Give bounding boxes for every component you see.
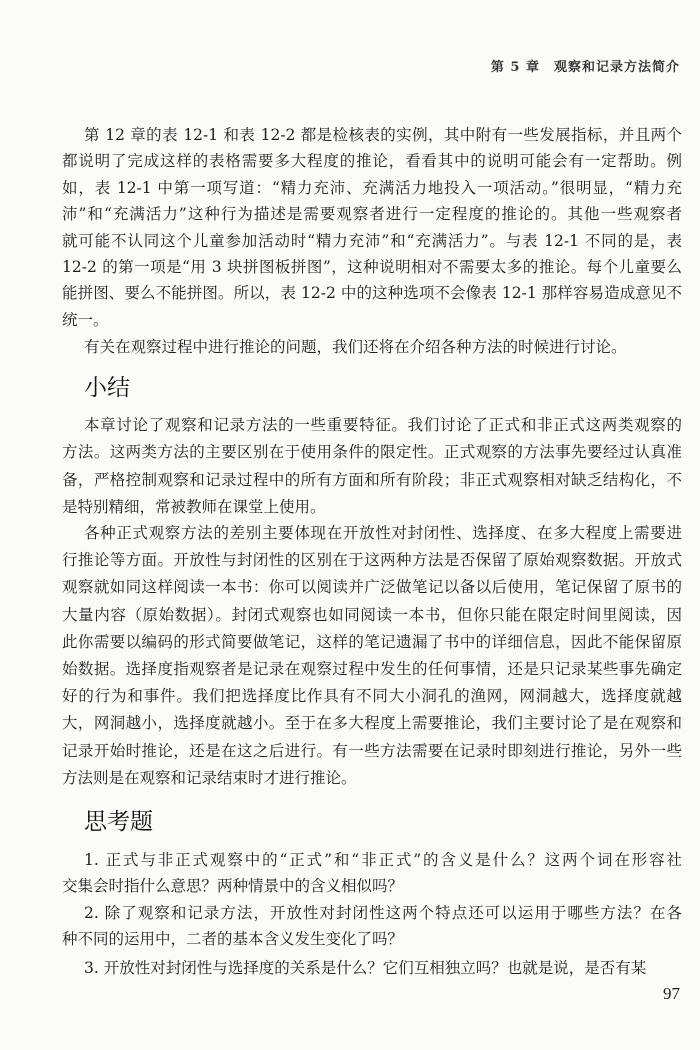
summary-paragraph-2-line: 大，网洞越小，选择度就越小。至于在多大程度上需要推论，我们主要讨论了是在观察和 (62, 714, 682, 733)
summary-paragraph-2-line: 行推论等方面。开放性与封闭性的区别在于这两种方法是否保留了原始观察数据。开放式 (62, 551, 682, 570)
section-heading-summary: 小结 (84, 375, 130, 401)
intro-paragraph-2-line: 有关在观察过程中进行推论的问题，我们还将在介绍各种方法的时候进行讨论。 (84, 338, 627, 356)
summary-paragraph-1-line: 是特别精细，常被教师在课堂上使用。 (62, 497, 326, 516)
summary-paragraph-2-line: 观察就如同这样阅读一本书：你可以阅读并广泛做笔记以备以后使用，笔记保留了原书的 (62, 578, 682, 597)
summary-paragraph-2-line: 方法则是在观察和记录结束时才进行推论。 (62, 768, 357, 787)
summary-paragraph-1-line: 备，严格控制观察和记录过程中的所有方面和所有阶段；非正式观察相对缺乏结构化，不 (62, 470, 682, 489)
intro-paragraph-1-line: 12-2 的第一项是“用 3 块拼图板拼图”，这种说明相对不需要太多的推论。每个儿童要么 (62, 258, 682, 276)
question-2-line: 2. 除了观察和记录方法，开放性对封闭性这两个特点还可以运用于哪些方法？在各 (84, 904, 682, 922)
intro-paragraph-1-line: 都说明了完成这样的表格需要多大程度的推论，看看其中的说明可能会有一定帮助。例 (62, 152, 682, 171)
question-1-line: 1. 正式与非正式观察中的“正式”和“非正式”的含义是什么？这两个词在形容社 (84, 851, 682, 869)
intro-paragraph-1-line: 能拼图、要么不能拼图。所以，表 12-2 中的这种选项不会像表 12-1 那样容易造成意见不 (62, 284, 682, 303)
summary-paragraph-2-line: 始数据。选择度指观察者是记录在观察过程中发生的任何事情，还是只记录某些事先确定 (62, 660, 682, 678)
summary-paragraph-2-line: 大量内容（原始数据）。封闭式观察也如同阅读一本书，但你只能在限定时间里阅读，因 (62, 605, 682, 624)
page-number: 97 (663, 984, 680, 1003)
summary-paragraph-2-line: 各种正式观察方法的差别主要体现在开放性对封闭性、选择度、在多大程度上需要进 (84, 524, 682, 542)
summary-paragraph-1-line: 方法。这两类方法的主要区别在于使用条件的限定性。正式观察的方法事先要经过认真准 (62, 443, 682, 462)
chapter-label: 第 5 章 (490, 60, 540, 75)
intro-paragraph-1-line: 就可能不认同这个儿童参加活动时“精力充沛”和“充满活力”。与表 12-1 不同的是，表 (62, 231, 682, 250)
section-heading-questions: 思考题 (84, 809, 153, 835)
intro-paragraph-1-line: 如，表 12-1 中第一项写道：“精力充沛、充满活力地投入一项活动。”很明显，“精力充 (62, 178, 682, 197)
summary-paragraph-2-line: 好的行为和事件。我们把选择度比作具有不同大小洞孔的渔网，网洞越大，选择度就越 (62, 687, 682, 706)
intro-paragraph-1-line: 统一。 (62, 310, 109, 329)
question-1-line: 交集会时指什么意思？两种情景中的含义相似吗？ (62, 877, 404, 895)
question-3-line: 3. 开放性对封闭性与选择度的关系是什么？它们互相独立吗？也就是说，是否有某 (84, 959, 647, 977)
chapter-title: 观察和记录方法简介 (553, 60, 680, 75)
intro-paragraph-1-line: 沛”和“充满活力”这种行为描述是需要观察者进行一定程度的推论的。其他一些观察者 (62, 205, 682, 224)
question-2-line: 种不同的运用中，二者的基本含义发生变化了吗？ (62, 930, 404, 948)
intro-paragraph-1-line: 第 12 章的表 12-1 和表 12-2 都是检核表的实例，其中附有一些发展指标，并且两个 (84, 126, 682, 144)
summary-paragraph-1-line: 本章讨论了观察和记录方法的一些重要特征。我们讨论了正式和非正式这两类观察的 (84, 416, 682, 434)
summary-paragraph-2-line: 此你需要以编码的形式简要做笔记，这样的笔记遗漏了书中的详细信息，因此不能保留原 (62, 632, 682, 651)
running-header (480, 56, 680, 75)
summary-paragraph-2-line: 记录开始时推论，还是在这之后进行。有一些方法需要在记录时即刻进行推论，另外一些 (62, 741, 682, 760)
